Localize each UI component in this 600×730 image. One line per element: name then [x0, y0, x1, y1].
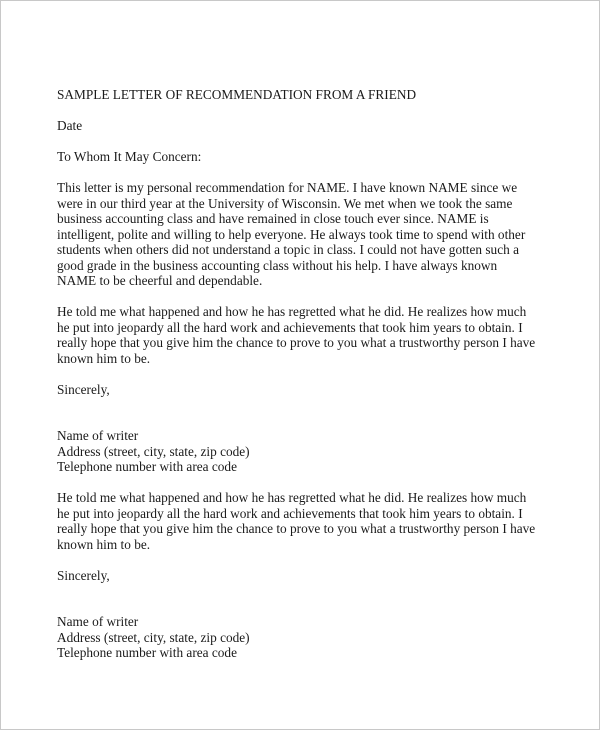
signature-block-repeat [57, 614, 557, 661]
closing: Sincerely, [57, 381, 110, 397]
writer-name: Name of writer [57, 614, 139, 629]
letter-body [57, 87, 557, 676]
text-line: good grade in the business accounting class without his help. I have always known [57, 257, 498, 273]
paragraph-intro [57, 180, 557, 289]
text-line: he put into jeopardy all the hard work and achievements that took him years to obtain. I [57, 505, 523, 521]
writer-phone: Telephone number with area code [57, 459, 237, 474]
writer-address: Address (street, city, state, zip code) [57, 629, 250, 645]
salutation: To Whom It May Concern: [57, 149, 202, 164]
text-line: were in our third year at the University of Wisconsin. We met when we took the same [57, 195, 513, 211]
signature-space [57, 599, 557, 615]
text-line: He told me what happened and how he has regretted what he did. He realizes how much [57, 490, 527, 505]
writer-address: Address (street, city, state, zip code) [57, 443, 250, 459]
text-line: known him to be. [57, 536, 151, 552]
text-line: known him to be. [57, 350, 151, 366]
text-line: he put into jeopardy all the hard work and achievements that took him years to obtain. I [57, 319, 523, 335]
signature-space [57, 413, 557, 429]
writer-phone: Telephone number with area code [57, 645, 237, 660]
text-line: really hope that you give him the chance to prove to you what a trustworthy person I have [57, 521, 536, 536]
text-line: business accounting class and have remained in close touch ever since. NAME is [57, 211, 489, 226]
signature-block [57, 428, 557, 475]
text-line: This letter is my personal recommendation for NAME. I have known NAME since we [57, 180, 518, 195]
letter-title: SAMPLE LETTER OF RECOMMENDATION FROM A FRIEND [57, 87, 417, 102]
text-line: He told me what happened and how he has regretted what he did. He realizes how much [57, 304, 527, 319]
paragraph-regret [57, 304, 557, 366]
date-line: Date [57, 118, 83, 133]
closing-repeat: Sincerely, [57, 567, 110, 583]
writer-name: Name of writer [57, 428, 139, 443]
text-line: intelligent, polite and willing to help everyone. He always took time to spend with other [57, 226, 526, 242]
paragraph-regret-repeat [57, 490, 557, 552]
text-line: students when others did not understand a topic in class. I could not have gotten such a [57, 242, 519, 257]
text-line: really hope that you give him the chance to prove to you what a trustworthy person I have [57, 335, 536, 350]
text-line: NAME to be cheerful and dependable. [57, 273, 263, 288]
